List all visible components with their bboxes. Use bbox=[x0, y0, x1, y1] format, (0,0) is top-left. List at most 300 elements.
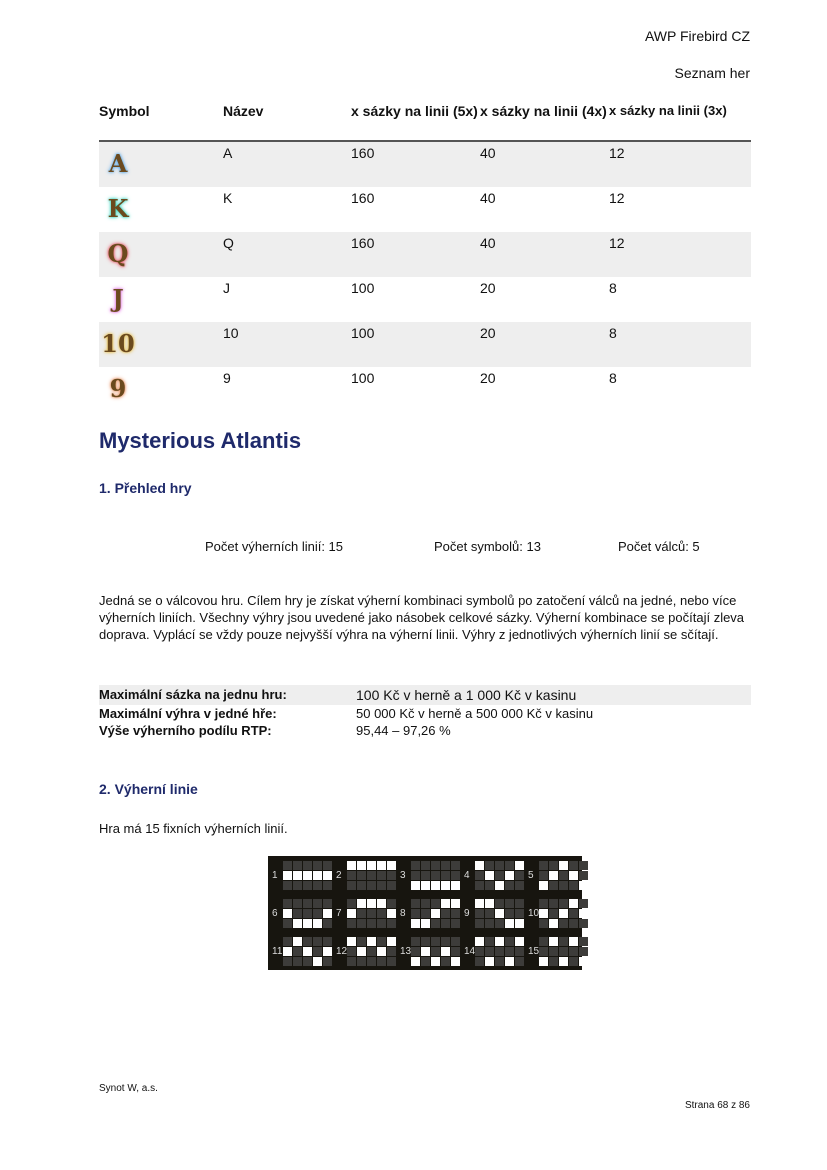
payline-cell bbox=[303, 947, 312, 956]
payline-number: 8 bbox=[400, 907, 406, 919]
payline-cell bbox=[485, 909, 494, 918]
game-description: Jedná se o válcovou hru. Cílem hry je získat výherní kombinaci symbolů po zatočení válců na jedné, nebo více výherních liniích. Všechny výhry jsou uvedené jako násobek celkové sázky. Výherní kombinace se počítají zleva doprava. Vyplácí se vždy pouze nejvyšší výhra na výherní linii. Výhry z jednotlivých výherních linií se sčítají. bbox=[99, 593, 745, 642]
payline-grid bbox=[411, 937, 460, 966]
payline-cell bbox=[495, 899, 504, 908]
payline-cell bbox=[515, 861, 524, 870]
payline-13 bbox=[396, 932, 460, 970]
payline-cell bbox=[357, 909, 366, 918]
symbol-cell bbox=[99, 187, 223, 232]
payline-cell bbox=[549, 919, 558, 928]
payline-cell bbox=[411, 881, 420, 890]
payline-cell bbox=[505, 861, 514, 870]
payline-cell bbox=[421, 919, 430, 928]
x5-cell: 100 bbox=[351, 322, 480, 367]
payline-cell bbox=[323, 947, 332, 956]
payline-cell bbox=[367, 881, 376, 890]
payline-cell bbox=[539, 947, 548, 956]
payline-cell bbox=[377, 937, 386, 946]
payline-cell bbox=[559, 881, 568, 890]
header-subtitle: Seznam her bbox=[674, 65, 750, 81]
payline-cell bbox=[559, 919, 568, 928]
payline-cell bbox=[475, 937, 484, 946]
payline-cell bbox=[539, 861, 548, 870]
payline-cell bbox=[411, 861, 420, 870]
payline-cell bbox=[495, 881, 504, 890]
payline-cell bbox=[357, 861, 366, 870]
payline-cell bbox=[283, 919, 292, 928]
payline-cell bbox=[549, 947, 558, 956]
payline-cell bbox=[357, 957, 366, 966]
x4-cell: 20 bbox=[480, 370, 496, 386]
name-cell: 10 bbox=[223, 322, 351, 367]
payline-cell bbox=[515, 871, 524, 880]
payline-cell bbox=[411, 957, 420, 966]
payline-cell bbox=[421, 937, 430, 946]
payline-grid bbox=[539, 861, 588, 890]
payline-cell bbox=[357, 881, 366, 890]
payline-cell bbox=[505, 947, 514, 956]
payline-cell bbox=[475, 947, 484, 956]
payline-cell bbox=[505, 937, 514, 946]
payline-cell bbox=[495, 947, 504, 956]
payline-cell bbox=[293, 871, 302, 880]
payline-cell bbox=[367, 947, 376, 956]
payline-cell bbox=[313, 861, 322, 870]
payline-cell bbox=[283, 899, 292, 908]
payline-cell bbox=[293, 919, 302, 928]
payline-cell bbox=[549, 899, 558, 908]
payline-grid bbox=[411, 861, 460, 890]
payline-cell bbox=[441, 871, 450, 880]
payline-cell bbox=[347, 919, 356, 928]
payline-cell bbox=[377, 881, 386, 890]
payline-grid bbox=[347, 861, 396, 890]
x5-cell: 100 bbox=[351, 370, 375, 386]
payline-cell bbox=[569, 937, 578, 946]
payline-cell bbox=[515, 899, 524, 908]
payline-cell bbox=[283, 947, 292, 956]
payline-cell bbox=[421, 909, 430, 918]
payline-cell bbox=[303, 861, 312, 870]
table-row bbox=[99, 367, 751, 412]
payline-cell bbox=[323, 861, 332, 870]
payline-cell bbox=[377, 919, 386, 928]
payline-cell bbox=[323, 871, 332, 880]
x3-cell: 8 bbox=[609, 280, 617, 296]
payline-12 bbox=[332, 932, 396, 970]
payline-cell bbox=[323, 937, 332, 946]
payline-cell bbox=[451, 881, 460, 890]
payline-number: 12 bbox=[336, 945, 348, 957]
info-row bbox=[99, 722, 751, 739]
payline-cell bbox=[559, 957, 568, 966]
payline-cell bbox=[569, 899, 578, 908]
payline-cell bbox=[303, 871, 312, 880]
payline-cell bbox=[475, 881, 484, 890]
payline-number: 15 bbox=[528, 945, 540, 957]
x5-cell: 160 bbox=[351, 190, 375, 206]
name-cell: J bbox=[223, 280, 230, 296]
payline-cell bbox=[515, 947, 524, 956]
payline-cell bbox=[387, 899, 396, 908]
payline-cell bbox=[475, 899, 484, 908]
payline-cell bbox=[347, 881, 356, 890]
x4-cell: 20 bbox=[480, 280, 496, 296]
payline-cell bbox=[485, 871, 494, 880]
payline-cell bbox=[421, 957, 430, 966]
payline-cell bbox=[505, 909, 514, 918]
payline-cell bbox=[579, 881, 588, 890]
payline-grid bbox=[347, 937, 396, 966]
payline-cell bbox=[347, 957, 356, 966]
x4-cell: 40 bbox=[480, 190, 496, 206]
payline-5 bbox=[524, 856, 588, 894]
payline-cell bbox=[495, 871, 504, 880]
payline-cell bbox=[505, 957, 514, 966]
payline-6 bbox=[268, 894, 332, 932]
payline-number: 14 bbox=[464, 945, 476, 957]
payline-cell bbox=[549, 861, 558, 870]
payline-cell bbox=[475, 861, 484, 870]
info-value: 50 000 Kč v herně a 500 000 Kč v kasinu bbox=[356, 706, 594, 721]
payline-grid bbox=[283, 937, 332, 966]
payline-cell bbox=[313, 919, 322, 928]
payline-cell bbox=[431, 909, 440, 918]
symbol-icon: A bbox=[108, 149, 128, 178]
payline-8 bbox=[396, 894, 460, 932]
section-heading: 2. Výherní linie bbox=[99, 781, 198, 797]
stat-lines: Počet výherních linií: 15 bbox=[205, 539, 344, 554]
payline-cell bbox=[411, 909, 420, 918]
payline-cell bbox=[377, 957, 386, 966]
payline-cell bbox=[495, 919, 504, 928]
payline-10 bbox=[524, 894, 588, 932]
payline-cell bbox=[323, 957, 332, 966]
payline-cell bbox=[411, 947, 420, 956]
payline-cell bbox=[569, 919, 578, 928]
payline-cell bbox=[431, 899, 440, 908]
payline-cell bbox=[451, 937, 460, 946]
x5-cell: 160 bbox=[351, 232, 480, 277]
payline-cell bbox=[539, 881, 548, 890]
x3-cell: 12 bbox=[609, 190, 625, 206]
payline-cell bbox=[431, 861, 440, 870]
table-row bbox=[99, 141, 751, 187]
symbol-cell bbox=[99, 367, 223, 412]
payline-cell bbox=[367, 919, 376, 928]
payline-cell bbox=[411, 871, 420, 880]
payline-cell bbox=[475, 957, 484, 966]
payline-number: 9 bbox=[464, 907, 470, 919]
payline-cell bbox=[421, 881, 430, 890]
payline-cell bbox=[485, 861, 494, 870]
stat-symbols: Počet symbolů: 13 bbox=[434, 539, 541, 554]
payline-cell bbox=[283, 909, 292, 918]
symbol-icon: J bbox=[112, 284, 124, 313]
payline-cell bbox=[293, 937, 302, 946]
table-row bbox=[99, 187, 751, 232]
payline-cell bbox=[283, 881, 292, 890]
payline-cell bbox=[387, 871, 396, 880]
payline-cell bbox=[559, 899, 568, 908]
payline-cell bbox=[549, 881, 558, 890]
payline-number: 5 bbox=[528, 869, 534, 881]
payline-cell bbox=[411, 937, 420, 946]
payline-cell bbox=[451, 899, 460, 908]
col-header: x sázky na linii (3x) bbox=[609, 100, 751, 141]
payline-cell bbox=[515, 919, 524, 928]
payline-cell bbox=[441, 957, 450, 966]
payline-cell bbox=[485, 937, 494, 946]
payline-cell bbox=[293, 909, 302, 918]
symbol-icon: 10 bbox=[101, 329, 135, 358]
payline-cell bbox=[293, 899, 302, 908]
payline-cell bbox=[559, 909, 568, 918]
payline-cell bbox=[515, 881, 524, 890]
payline-cell bbox=[367, 861, 376, 870]
payline-number: 6 bbox=[272, 907, 278, 919]
payline-7 bbox=[332, 894, 396, 932]
game-info-table bbox=[99, 685, 751, 739]
payline-cell bbox=[579, 909, 588, 918]
payline-2 bbox=[332, 856, 396, 894]
payline-cell bbox=[387, 919, 396, 928]
stat-reels: Počet válců: 5 bbox=[618, 539, 700, 554]
payline-grid bbox=[539, 937, 588, 966]
payline-cell bbox=[303, 881, 312, 890]
payline-cell bbox=[569, 947, 578, 956]
payline-cell bbox=[451, 871, 460, 880]
payline-cell bbox=[495, 937, 504, 946]
payline-grid bbox=[539, 899, 588, 928]
payline-cell bbox=[539, 919, 548, 928]
payline-15 bbox=[524, 932, 588, 970]
info-row bbox=[99, 685, 751, 705]
payline-cell bbox=[569, 909, 578, 918]
payline-cell bbox=[347, 899, 356, 908]
payline-cell bbox=[293, 881, 302, 890]
payline-cell bbox=[323, 881, 332, 890]
payline-cell bbox=[559, 871, 568, 880]
payline-cell bbox=[569, 957, 578, 966]
payline-grid bbox=[475, 937, 524, 966]
payline-cell bbox=[579, 871, 588, 880]
payline-cell bbox=[387, 957, 396, 966]
payline-cell bbox=[559, 947, 568, 956]
payline-cell bbox=[313, 871, 322, 880]
payline-cell bbox=[441, 937, 450, 946]
payline-cell bbox=[357, 899, 366, 908]
payline-number: 3 bbox=[400, 869, 406, 881]
payline-cell bbox=[323, 899, 332, 908]
x3-cell: 8 bbox=[609, 370, 617, 386]
payline-4 bbox=[460, 856, 524, 894]
payline-cell bbox=[421, 899, 430, 908]
payline-cell bbox=[505, 899, 514, 908]
payline-cell bbox=[495, 861, 504, 870]
payline-cell bbox=[367, 909, 376, 918]
payline-cell bbox=[559, 861, 568, 870]
symbol-icon: Q bbox=[107, 239, 129, 268]
payline-cell bbox=[421, 861, 430, 870]
payline-cell bbox=[431, 881, 440, 890]
payline-cell bbox=[357, 871, 366, 880]
payline-cell bbox=[367, 899, 376, 908]
payline-cell bbox=[495, 909, 504, 918]
payline-number: 1 bbox=[272, 869, 278, 881]
payline-cell bbox=[569, 881, 578, 890]
payline-cell bbox=[357, 947, 366, 956]
table-row bbox=[99, 277, 751, 322]
payline-cell bbox=[505, 871, 514, 880]
x3-cell: 12 bbox=[609, 232, 751, 277]
col-header: Symbol bbox=[99, 100, 223, 141]
payline-11 bbox=[268, 932, 332, 970]
payline-cell bbox=[505, 919, 514, 928]
payline-cell bbox=[515, 937, 524, 946]
info-key: Maximální výhra v jedné hře: bbox=[99, 706, 277, 721]
payline-cell bbox=[451, 947, 460, 956]
payline-grid bbox=[475, 899, 524, 928]
payline-cell bbox=[485, 899, 494, 908]
payline-cell bbox=[283, 871, 292, 880]
x3-cell: 8 bbox=[609, 322, 751, 367]
payline-cell bbox=[549, 937, 558, 946]
payline-cell bbox=[323, 919, 332, 928]
payline-cell bbox=[451, 957, 460, 966]
payline-cell bbox=[387, 881, 396, 890]
payline-cell bbox=[387, 861, 396, 870]
info-key: Maximální sázka na jednu hru: bbox=[99, 687, 287, 702]
payline-cell bbox=[441, 909, 450, 918]
info-row bbox=[99, 705, 751, 722]
payline-cell bbox=[431, 937, 440, 946]
payline-grid bbox=[283, 861, 332, 890]
payline-cell bbox=[303, 919, 312, 928]
payline-cell bbox=[485, 881, 494, 890]
payline-cell bbox=[303, 957, 312, 966]
payline-cell bbox=[377, 947, 386, 956]
payline-cell bbox=[451, 861, 460, 870]
payline-cell bbox=[303, 937, 312, 946]
payline-grid bbox=[283, 899, 332, 928]
payline-cell bbox=[347, 947, 356, 956]
payline-14 bbox=[460, 932, 524, 970]
payline-cell bbox=[367, 957, 376, 966]
payline-cell bbox=[421, 947, 430, 956]
payline-9 bbox=[460, 894, 524, 932]
symbol-cell bbox=[99, 322, 223, 367]
payline-cell bbox=[441, 899, 450, 908]
symbol-icon: 9 bbox=[109, 374, 127, 403]
payline-cell bbox=[515, 909, 524, 918]
payline-grid bbox=[347, 899, 396, 928]
payline-cell bbox=[579, 861, 588, 870]
payline-cell bbox=[323, 909, 332, 918]
payline-cell bbox=[347, 909, 356, 918]
payline-number: 4 bbox=[464, 869, 470, 881]
payline-cell bbox=[505, 881, 514, 890]
payline-cell bbox=[411, 899, 420, 908]
payline-cell bbox=[313, 957, 322, 966]
payline-cell bbox=[579, 919, 588, 928]
payline-cell bbox=[431, 947, 440, 956]
x5-cell: 160 bbox=[351, 141, 480, 187]
payline-cell bbox=[387, 947, 396, 956]
symbol-cell bbox=[99, 232, 223, 277]
payline-cell bbox=[485, 957, 494, 966]
payline-cell bbox=[475, 919, 484, 928]
payline-cell bbox=[283, 957, 292, 966]
payline-cell bbox=[431, 871, 440, 880]
payline-cell bbox=[441, 919, 450, 928]
payline-grid bbox=[475, 861, 524, 890]
payline-cell bbox=[313, 909, 322, 918]
payline-cell bbox=[579, 947, 588, 956]
payline-cell bbox=[347, 861, 356, 870]
payline-cell bbox=[377, 871, 386, 880]
footer-company: Synot W, a.s. bbox=[99, 1083, 158, 1094]
payline-cell bbox=[367, 871, 376, 880]
payline-cell bbox=[441, 881, 450, 890]
payline-number: 7 bbox=[336, 907, 342, 919]
payline-cell bbox=[313, 937, 322, 946]
payline-cell bbox=[313, 947, 322, 956]
payline-number: 13 bbox=[400, 945, 412, 957]
payline-cell bbox=[293, 957, 302, 966]
x4-cell: 20 bbox=[480, 322, 609, 367]
payline-cell bbox=[475, 871, 484, 880]
payline-number: 10 bbox=[528, 907, 540, 919]
payline-cell bbox=[283, 937, 292, 946]
payline-cell bbox=[387, 937, 396, 946]
x4-cell: 40 bbox=[480, 141, 609, 187]
payline-cell bbox=[579, 937, 588, 946]
x3-cell: 12 bbox=[609, 141, 751, 187]
payline-cell bbox=[569, 861, 578, 870]
payline-cell bbox=[421, 871, 430, 880]
payline-cell bbox=[515, 957, 524, 966]
payline-cell bbox=[539, 937, 548, 946]
payline-number: 2 bbox=[336, 869, 342, 881]
lines-text: Hra má 15 fixních výherních linií. bbox=[99, 821, 288, 836]
table-row bbox=[99, 322, 751, 367]
payline-cell bbox=[441, 861, 450, 870]
payline-cell bbox=[357, 937, 366, 946]
payline-cell bbox=[347, 871, 356, 880]
name-cell: K bbox=[223, 190, 233, 206]
payline-cell bbox=[441, 947, 450, 956]
payline-cell bbox=[313, 899, 322, 908]
payline-cell bbox=[377, 909, 386, 918]
payline-cell bbox=[539, 909, 548, 918]
payline-cell bbox=[451, 919, 460, 928]
info-value: 100 Kč v herně a 1 000 Kč v kasinu bbox=[356, 687, 577, 703]
payline-grid bbox=[411, 899, 460, 928]
col-header: x sázky na linii (4x) bbox=[480, 100, 609, 141]
payline-cell bbox=[539, 899, 548, 908]
payline-cell bbox=[559, 937, 568, 946]
payline-cell bbox=[451, 909, 460, 918]
x4-cell: 40 bbox=[480, 232, 609, 277]
payline-cell bbox=[485, 947, 494, 956]
payline-cell bbox=[377, 861, 386, 870]
payline-cell bbox=[579, 899, 588, 908]
payline-cell bbox=[283, 861, 292, 870]
payline-cell bbox=[569, 871, 578, 880]
x5-cell: 100 bbox=[351, 280, 375, 296]
name-cell: Q bbox=[223, 232, 351, 277]
